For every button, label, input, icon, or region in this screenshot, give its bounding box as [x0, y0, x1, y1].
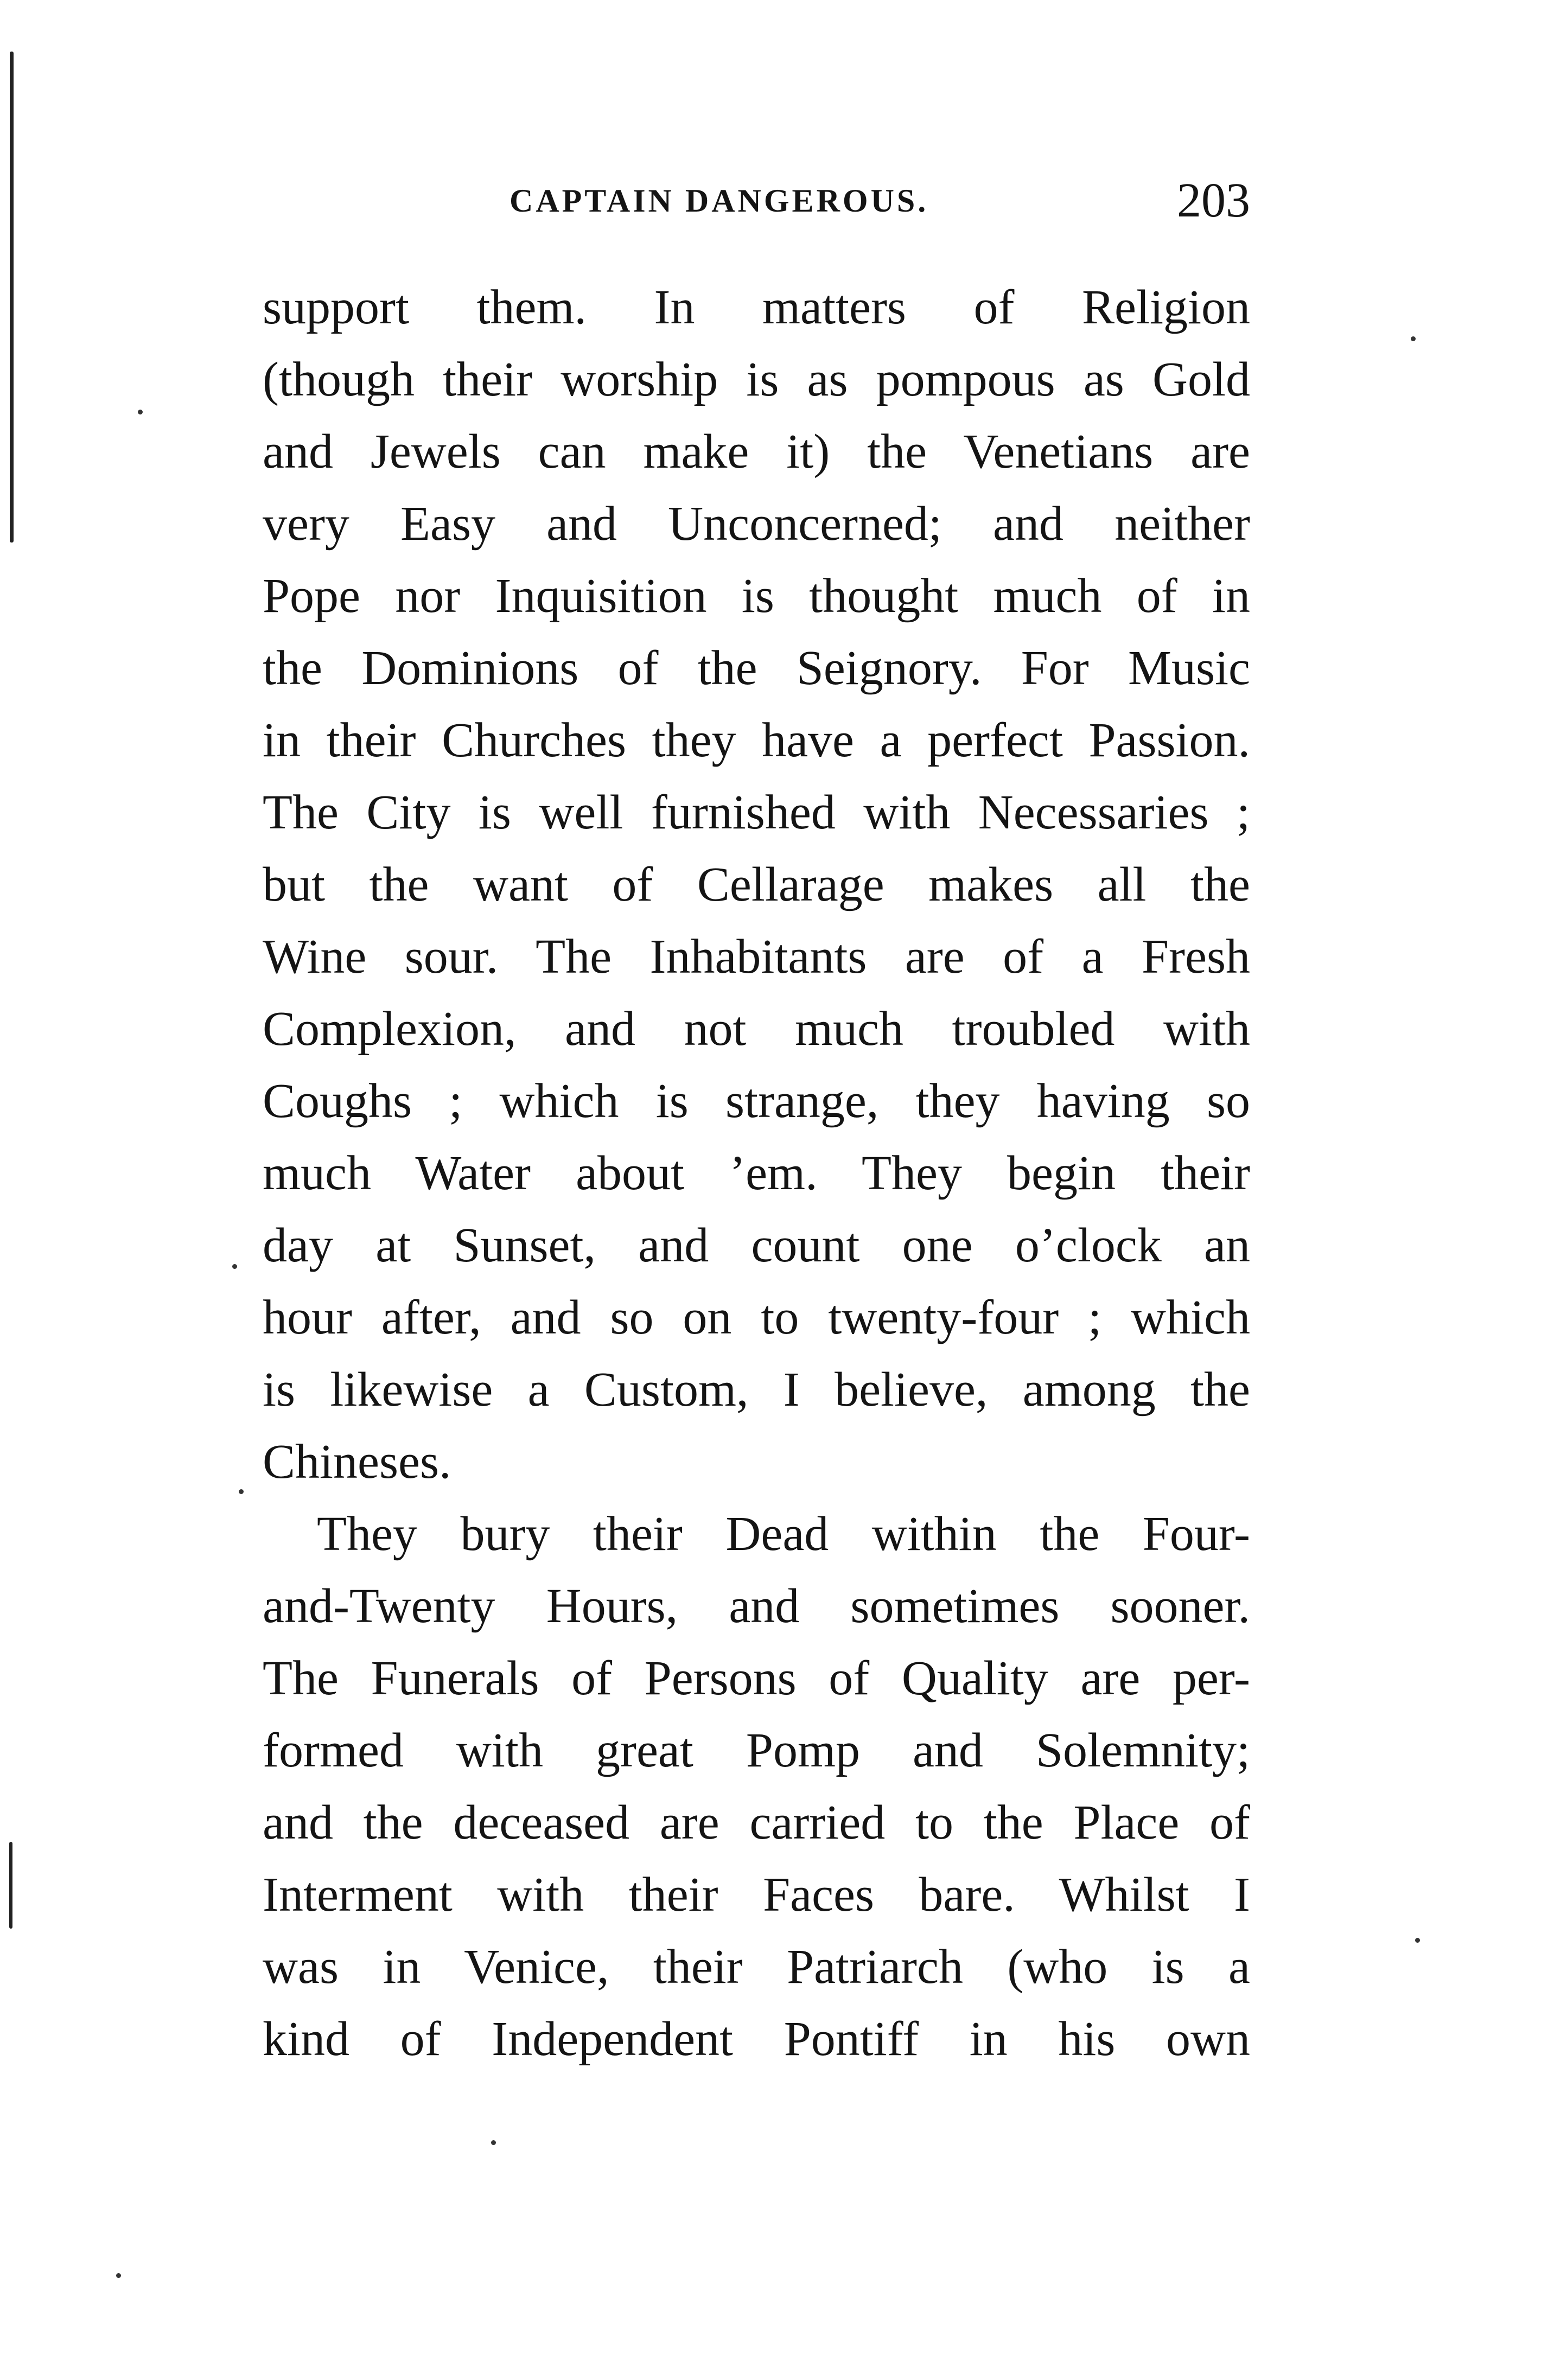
text-line: The City is well furnished with Necessaries ;	[263, 786, 1250, 839]
text-line: hour after, and so on to twenty-four ; which	[263, 1291, 1250, 1344]
running-title: CAPTAIN DANGEROUS.	[509, 183, 929, 219]
text-line: Chineses.	[263, 1435, 451, 1489]
text-line: The Funerals of Persons of Quality are per-	[263, 1651, 1250, 1705]
paragraph	[263, 271, 1250, 1498]
print-speck	[491, 2140, 496, 2145]
text-line: They bury their Dead within the Four-	[317, 1507, 1250, 1561]
text-line: very Easy and Unconcerned; and neither	[263, 497, 1250, 551]
binding-edge-mark	[10, 52, 14, 543]
binding-edge-mark	[9, 1842, 12, 1929]
text-line: and Jewels can make it) the Venetians are	[263, 425, 1250, 478]
text-line: Interment with their Faces bare. Whilst I	[263, 1868, 1250, 1922]
page-header	[263, 173, 1250, 232]
text-line: but the want of Cellarage makes all the	[263, 858, 1250, 911]
print-speck	[1411, 336, 1416, 341]
text-line: in their Churches they have a perfect Passion.	[263, 713, 1250, 767]
text-line: and-Twenty Hours, and sometimes sooner.	[263, 1579, 1250, 1633]
text-line: is likewise a Custom, I believe, among the	[263, 1363, 1250, 1416]
print-speck	[239, 1489, 244, 1494]
body-text	[263, 271, 1250, 2075]
paragraph	[263, 1498, 1250, 2075]
text-line: formed with great Pomp and Solemnity;	[263, 1724, 1250, 1777]
text-line: the Dominions of the Seignory. For Music	[263, 641, 1250, 695]
print-speck	[1415, 1938, 1420, 1943]
text-line: and the deceased are carried to the Place of	[263, 1796, 1250, 1849]
print-speck	[138, 410, 143, 414]
text-line: support them. In matters of Religion	[263, 280, 1250, 334]
text-line: (though their worship is as pompous as Gold	[263, 353, 1250, 406]
text-line: much Water about ’em. They begin their	[263, 1146, 1250, 1200]
text-line: Complexion, and not much troubled with	[263, 1002, 1250, 1056]
text-line: day at Sunset, and count one o’clock an	[263, 1218, 1250, 1272]
page-number: 203	[1177, 174, 1250, 227]
print-speck	[116, 2273, 121, 2278]
text-line: Coughs ; which is strange, they having so	[263, 1074, 1250, 1128]
text-line: Wine sour. The Inhabitants are of a Fresh	[263, 930, 1250, 984]
print-speck	[232, 1264, 237, 1269]
text-line: kind of Independent Pontiff in his own	[263, 2012, 1250, 2066]
text-line: was in Venice, their Patriarch (who is a	[263, 1940, 1250, 1994]
text-line: Pope nor Inquisition is thought much of in	[263, 569, 1250, 623]
